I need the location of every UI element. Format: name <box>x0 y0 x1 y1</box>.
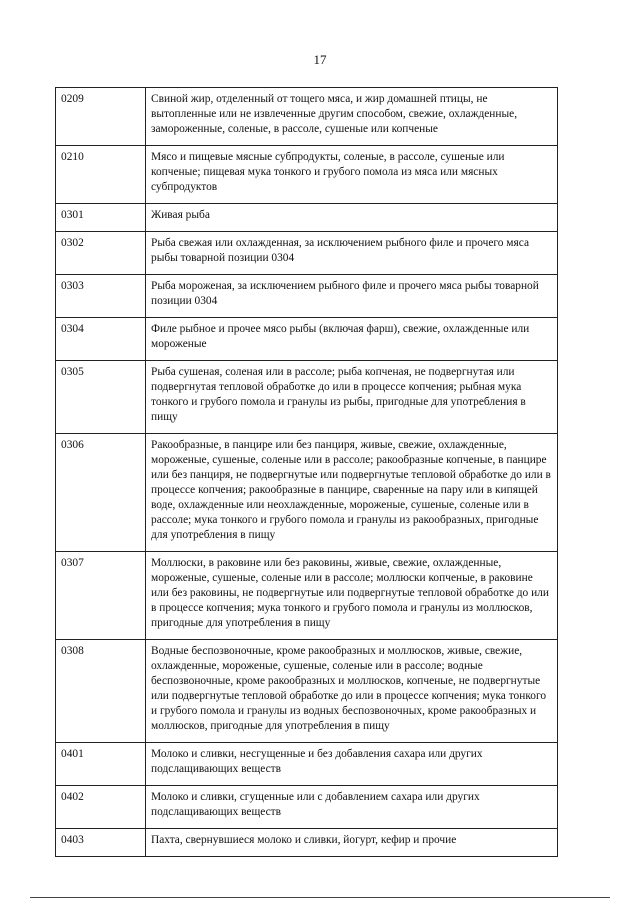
table-row <box>56 434 558 552</box>
commodity-description: Мясо и пищевые мясные субпродукты, соленые, в рассоле, сушеные или копченые; пищевая мука тонкого и грубого помола из мяса или мясных субпродуктов <box>146 146 558 204</box>
page-number: 17 <box>313 52 327 67</box>
commodity-code: 0209 <box>56 88 146 146</box>
table-row <box>56 552 558 640</box>
table-row <box>56 743 558 786</box>
table-row <box>56 146 558 204</box>
commodity-code: 0307 <box>56 552 146 640</box>
commodity-code: 0301 <box>56 204 146 232</box>
commodity-description: Филе рыбное и прочее мясо рыбы (включая фарш), свежие, охлажденные или мороженые <box>146 318 558 361</box>
commodity-code: 0305 <box>56 361 146 434</box>
commodity-description: Пахта, свернувшиеся молоко и сливки, йогурт, кефир и прочие <box>146 829 558 857</box>
commodity-description: Ракообразные, в панцире или без панциря, живые, свежие, охлажденные, мороженые, сушеные, соленые или в рассоле; ракообразные копченые, в панцире или без панциря, не подвергнутые или подвергнутые тепловой обработке до или в процессе копчения; ракообразные в панцире, сваренные на пару или в кипящей воде, охлажденные или неохлажденные, мороженые, сушеные, соленые или в рассоле; мука тонкого и грубого помола и гранулы из ракообразных, пригодные для употребления в пищу <box>146 434 558 552</box>
table-row <box>56 88 558 146</box>
commodity-description: Моллюски, в раковине или без раковины, живые, свежие, охлажденные, мороженые, сушеные, соленые или в рассоле; моллюски копченые, в раковине или без раковины, не подвергнутые или подвергнутые тепловой обработке до или в процессе копчения; мука тонкого и грубого помола и гранулы из моллюсков, пригодные для употребления в пищу <box>146 552 558 640</box>
commodity-description: Молоко и сливки, сгущенные или с добавлением сахара или других подслащивающих веществ <box>146 786 558 829</box>
commodity-code: 0302 <box>56 232 146 275</box>
page-bottom-divider <box>30 897 610 898</box>
table-row <box>56 640 558 743</box>
commodity-description: Водные беспозвоночные, кроме ракообразных и моллюсков, живые, свежие, охлажденные, мороженые, сушеные, соленые или в рассоле; водные беспозвоночные, кроме ракообразных и моллюсков, копченые, не подвергнутые или подвергнутые тепловой обработке до или в процессе копчения; мука тонкого и грубого помола и гранулы из водных беспозвоночных, кроме ракообразных и моллюсков, пригодные для употребления в пищу <box>146 640 558 743</box>
table-row <box>56 829 558 857</box>
commodity-description: Рыба сушеная, соленая или в рассоле; рыба копченая, не подвергнутая или подвергнутая тепловой обработке до или в процессе копчения; рыбная мука тонкого и грубого помола и гранулы из рыбы, пригодные для употребления в пищу <box>146 361 558 434</box>
commodity-code: 0402 <box>56 786 146 829</box>
table-row <box>56 361 558 434</box>
commodity-code: 0306 <box>56 434 146 552</box>
table-row <box>56 318 558 361</box>
commodity-code: 0304 <box>56 318 146 361</box>
commodity-code: 0403 <box>56 829 146 857</box>
table-row <box>56 232 558 275</box>
commodity-code: 0210 <box>56 146 146 204</box>
table-row <box>56 275 558 318</box>
table-row <box>56 786 558 829</box>
commodity-code: 0303 <box>56 275 146 318</box>
table-row <box>56 204 558 232</box>
commodity-code: 0401 <box>56 743 146 786</box>
commodity-description: Свиной жир, отделенный от тощего мяса, и жир домашней птицы, не вытопленные или не извлеченные другим способом, свежие, охлажденные, замороженные, соленые, в рассоле, сушеные или копченые <box>146 88 558 146</box>
commodity-description: Рыба мороженая, за исключением рыбного филе и прочего мяса рыбы товарной позиции 0304 <box>146 275 558 318</box>
commodity-description: Живая рыба <box>146 204 558 232</box>
commodity-code: 0308 <box>56 640 146 743</box>
commodity-description: Рыба свежая или охлажденная, за исключением рыбного филе и прочего мяса рыбы товарной позиции 0304 <box>146 232 558 275</box>
commodity-code-table <box>55 87 558 857</box>
commodity-description: Молоко и сливки, несгущенные и без добавления сахара или других подслащивающих веществ <box>146 743 558 786</box>
